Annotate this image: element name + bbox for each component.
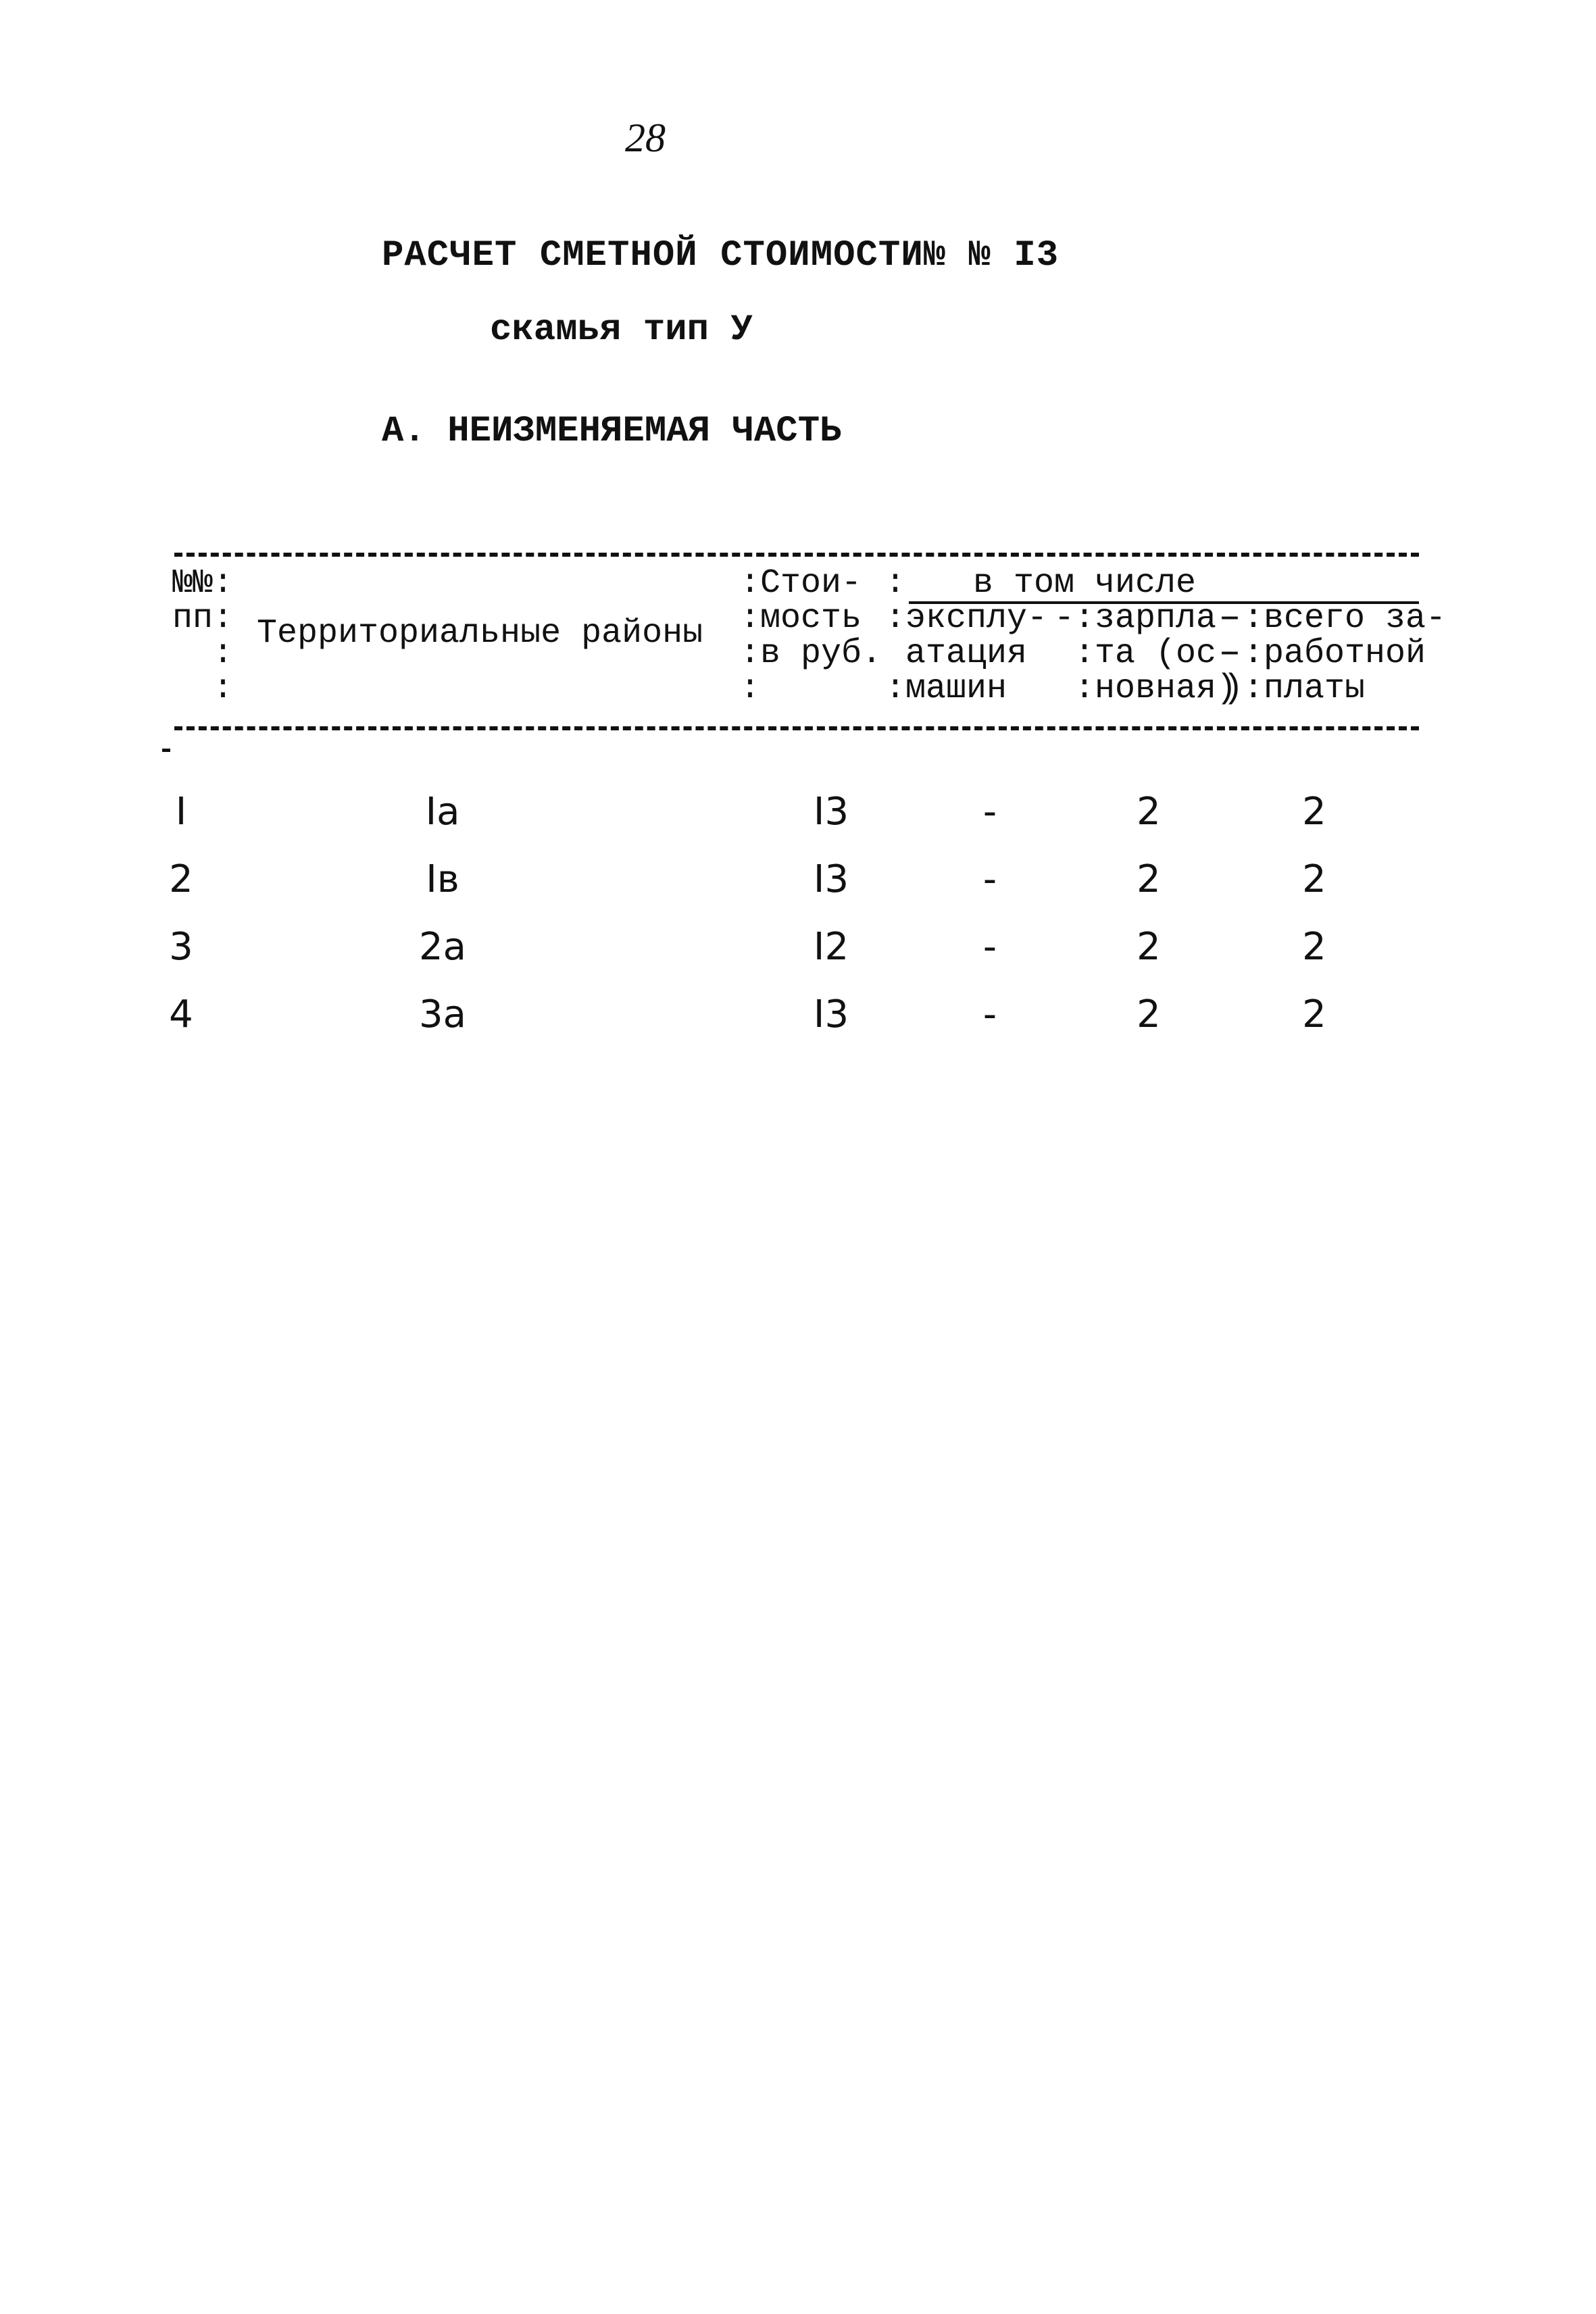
cell-cost: I2 bbox=[813, 925, 849, 969]
header-included-colon: : bbox=[885, 564, 906, 603]
header-num: №№: пп: : : bbox=[172, 564, 234, 708]
document-title: РАСЧЕТ СМЕТНОЙ СТОИМОСТИ№ № I3 bbox=[382, 235, 1059, 276]
cell-region: Iа bbox=[425, 790, 460, 834]
header-wage-total: -:всего за- -:работной ):платы bbox=[1223, 599, 1447, 708]
cell-machines: - bbox=[982, 992, 997, 1036]
header-machines: :эксплу- атация :машин bbox=[885, 599, 1048, 708]
table-header-rule bbox=[174, 726, 1419, 730]
cell-cost: I3 bbox=[813, 857, 849, 901]
cell-region: 2а bbox=[419, 925, 466, 969]
table-top-rule bbox=[174, 553, 1419, 557]
cell-num: I bbox=[175, 790, 187, 834]
header-included: в том числе bbox=[973, 564, 1197, 603]
page-number: 28 bbox=[625, 116, 666, 160]
cell-num: 4 bbox=[169, 992, 193, 1036]
cell-region: Iв bbox=[426, 857, 459, 901]
cell-wage-total: 2 bbox=[1302, 790, 1326, 834]
cell-num: 3 bbox=[169, 925, 193, 969]
cell-num: 2 bbox=[169, 857, 193, 901]
section-heading: А. НЕИЗМЕНЯЕМАЯ ЧАСТЬ bbox=[382, 411, 842, 452]
cell-wage-total: 2 bbox=[1302, 857, 1326, 901]
cell-cost: I3 bbox=[813, 790, 849, 834]
cell-machines: - bbox=[982, 790, 997, 834]
cell-wage-basic: 2 bbox=[1137, 992, 1161, 1036]
cell-region: 3а bbox=[419, 992, 466, 1036]
header-region: Территориальные районы bbox=[257, 614, 703, 653]
cell-wage-basic: 2 bbox=[1137, 857, 1161, 901]
cell-wage-total: 2 bbox=[1302, 992, 1326, 1036]
header-wage-basic: -:зарпла- :та (ос- :новная) bbox=[1054, 599, 1237, 708]
cell-machines: - bbox=[982, 857, 997, 901]
stray-mark bbox=[162, 749, 170, 752]
cell-wage-basic: 2 bbox=[1137, 790, 1161, 834]
cell-wage-total: 2 bbox=[1302, 925, 1326, 969]
header-cost: :Стои- :мость :в руб. : bbox=[740, 564, 882, 708]
cell-machines: - bbox=[982, 925, 997, 969]
cell-wage-basic: 2 bbox=[1137, 925, 1161, 969]
cell-cost: I3 bbox=[813, 992, 849, 1036]
document-subtitle: скамья тип У bbox=[490, 309, 753, 351]
